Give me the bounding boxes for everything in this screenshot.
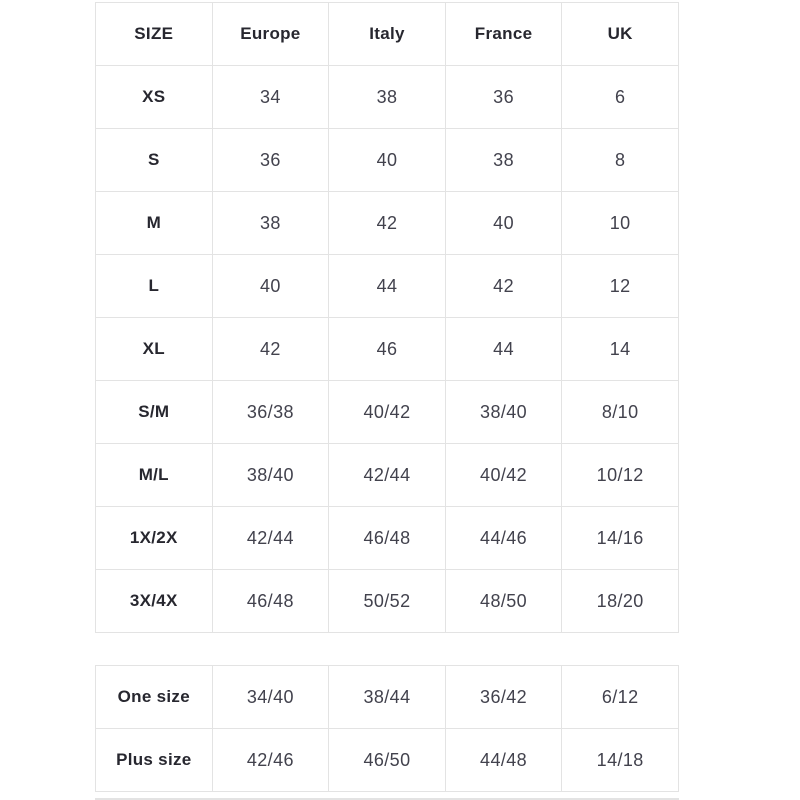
value-cell: 38 xyxy=(212,192,329,255)
size-label-cell: XL xyxy=(96,318,213,381)
value-cell: 40/42 xyxy=(445,444,562,507)
value-cell: 46/50 xyxy=(329,729,446,792)
value-cell: 34 xyxy=(212,66,329,129)
table-row xyxy=(96,192,679,255)
table-row xyxy=(96,66,679,129)
column-header: Europe xyxy=(212,3,329,66)
column-header: SIZE xyxy=(96,3,213,66)
table-row xyxy=(96,666,679,729)
table-row xyxy=(96,318,679,381)
size-label-cell: Plus size xyxy=(96,729,213,792)
value-cell: 36 xyxy=(445,66,562,129)
column-header: Italy xyxy=(329,3,446,66)
value-cell: 36 xyxy=(212,129,329,192)
size-label-cell: 1X/2X xyxy=(96,507,213,570)
value-cell: 42 xyxy=(445,255,562,318)
value-cell: 48/50 xyxy=(445,570,562,633)
value-cell: 38 xyxy=(329,66,446,129)
table-row xyxy=(96,255,679,318)
value-cell: 40/42 xyxy=(329,381,446,444)
value-cell: 6 xyxy=(562,66,679,129)
value-cell: 46 xyxy=(329,318,446,381)
value-cell: 44/46 xyxy=(445,507,562,570)
size-label-cell: L xyxy=(96,255,213,318)
size-label-cell: S/M xyxy=(96,381,213,444)
table-row xyxy=(96,444,679,507)
special-sizes-table-body xyxy=(96,666,679,792)
size-label-cell: 3X/4X xyxy=(96,570,213,633)
value-cell: 46/48 xyxy=(212,570,329,633)
value-cell: 42/44 xyxy=(329,444,446,507)
size-label-cell: S xyxy=(96,129,213,192)
value-cell: 38/40 xyxy=(445,381,562,444)
size-label-cell: One size xyxy=(96,666,213,729)
value-cell: 36/42 xyxy=(445,666,562,729)
value-cell: 10/12 xyxy=(562,444,679,507)
value-cell: 40 xyxy=(445,192,562,255)
table-row xyxy=(96,507,679,570)
column-header: UK xyxy=(562,3,679,66)
size-label-cell: M xyxy=(96,192,213,255)
value-cell: 44 xyxy=(329,255,446,318)
size-label-cell: M/L xyxy=(96,444,213,507)
value-cell: 42/44 xyxy=(212,507,329,570)
value-cell: 38 xyxy=(445,129,562,192)
value-cell: 18/20 xyxy=(562,570,679,633)
value-cell: 12 xyxy=(562,255,679,318)
value-cell: 46/48 xyxy=(329,507,446,570)
value-cell: 8/10 xyxy=(562,381,679,444)
value-cell: 38/44 xyxy=(329,666,446,729)
value-cell: 50/52 xyxy=(329,570,446,633)
table-row xyxy=(96,381,679,444)
value-cell: 14 xyxy=(562,318,679,381)
table-row xyxy=(96,729,679,792)
value-cell: 36/38 xyxy=(212,381,329,444)
size-conversion-table-body xyxy=(96,66,679,633)
special-sizes-table xyxy=(95,665,679,792)
value-cell: 38/40 xyxy=(212,444,329,507)
value-cell: 44/48 xyxy=(445,729,562,792)
value-cell: 14/18 xyxy=(562,729,679,792)
value-cell: 10 xyxy=(562,192,679,255)
size-label-cell: XS xyxy=(96,66,213,129)
header-row xyxy=(96,3,679,66)
value-cell: 44 xyxy=(445,318,562,381)
column-header: France xyxy=(445,3,562,66)
value-cell: 8 xyxy=(562,129,679,192)
table-row xyxy=(96,570,679,633)
value-cell: 42/46 xyxy=(212,729,329,792)
value-cell: 14/16 xyxy=(562,507,679,570)
size-conversion-table-header xyxy=(96,3,679,66)
value-cell: 42 xyxy=(212,318,329,381)
value-cell: 40 xyxy=(212,255,329,318)
size-conversion-table xyxy=(95,2,679,633)
value-cell: 34/40 xyxy=(212,666,329,729)
value-cell: 42 xyxy=(329,192,446,255)
value-cell: 40 xyxy=(329,129,446,192)
table-row xyxy=(96,129,679,192)
value-cell: 6/12 xyxy=(562,666,679,729)
